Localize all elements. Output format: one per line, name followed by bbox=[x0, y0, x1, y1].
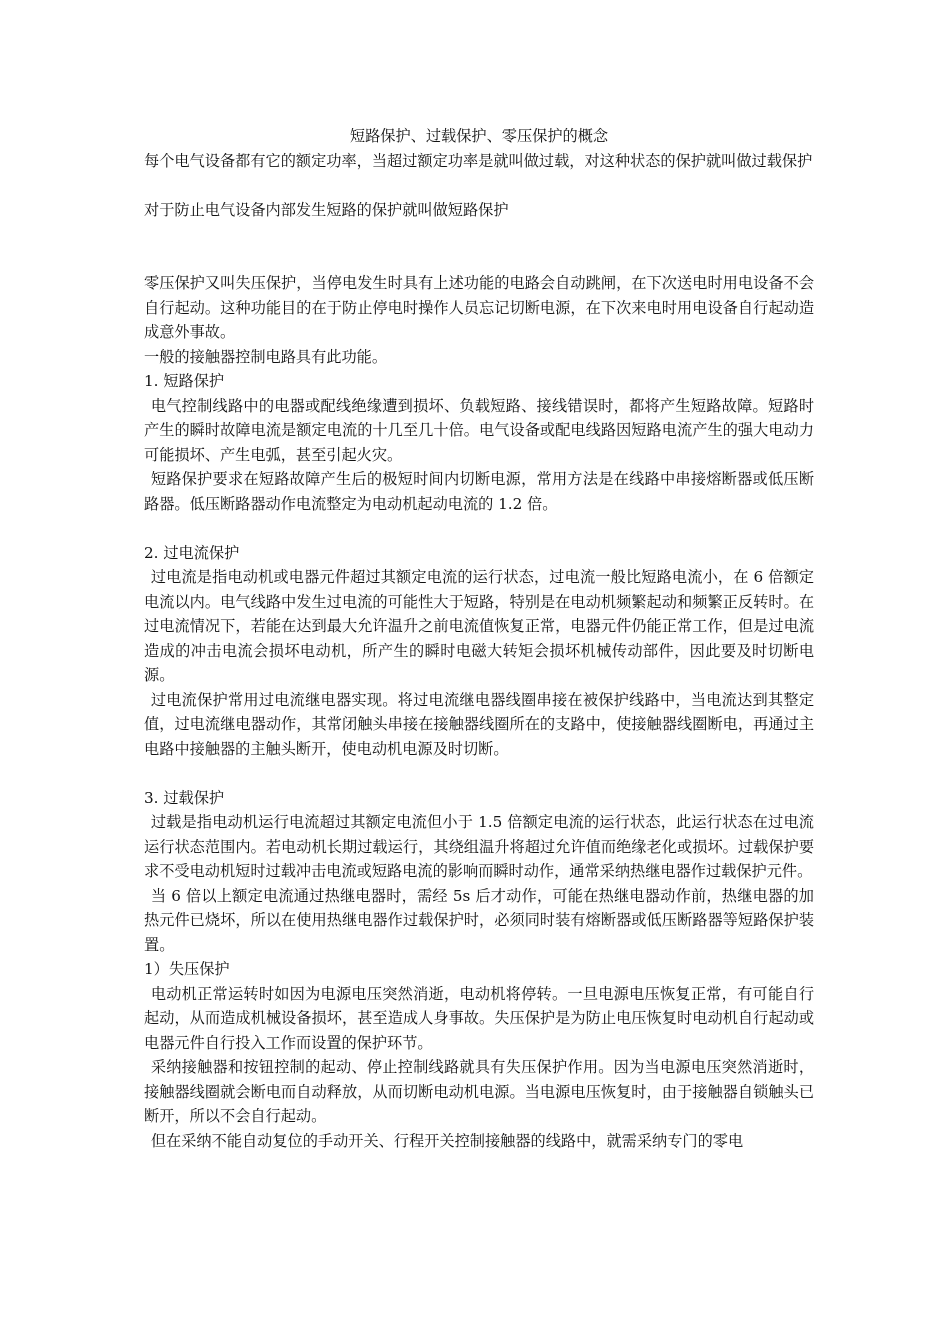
body-paragraph: 电气控制线路中的电器或配线绝缘遭到损坏、负载短路、接线错误时，都将产生短路故障。短路时产生的瞬时故障电流是额定电流的十几至几十倍。电气设备或配电线路因短路电流产生的强大电动力可能损坏、产生电弧，甚至引起火灾。 bbox=[144, 396, 814, 464]
blank-line bbox=[144, 173, 814, 198]
intro-short-circuit-paragraph: 对于防止电气设备内部发生短路的保护就叫做短路保护 bbox=[144, 200, 509, 219]
intro-zero-voltage-paragraph: 零压保护又叫失压保护，当停电发生时具有上述功能的电路会自动跳闸，在下次送电时用电设备不会自行起动。这种功能目的在于防止停电时操作人员忘记切断电源，在下次来电时用电设备自行起动造成意外事故。 bbox=[144, 274, 814, 341]
intro-overload-paragraph: 每个电气设备都有它的额定功率，当超过额定功率是就叫做过载，对这种状态的保护就叫做过载保护 bbox=[144, 151, 813, 170]
section-heading-overcurrent: 2. 过电流保护 bbox=[144, 543, 240, 562]
blank-line bbox=[144, 222, 814, 271]
body-paragraph: 短路保护要求在短路故障产生后的极短时间内切断电源，常用方法是在线路中串接熔断器或低压断路器。低压断路器动作电流整定为电动机起动电流的 1.2 倍。 bbox=[144, 470, 814, 513]
blank-line bbox=[144, 761, 814, 786]
document-title: 短路保护、过载保护、零压保护的概念 bbox=[349, 127, 609, 145]
body-paragraph: 过电流是指电动机或电器元件超过其额定电流的运行状态，过电流一般比短路电流小，在 6 倍额定电流以内。电气线路中发生过电流的可能性大于短路，特别是在电动机频繁起动和频繁正反转时。在过电流情况下，若能在达到最大允许温升之前电流值恢复正常，电器元件仍能正常工作，但是过电流造成的冲击电流会损坏电动机，所产生的瞬时电磁大转矩会损坏机械传动部件，因此要及时切断电源。 bbox=[144, 568, 814, 684]
body-paragraph: 当 6 倍以上额定电流通过热继电器时，需经 5s 后才动作，可能在热继电器动作前，热继电器的加热元件已烧坏，所以在使用热继电器作过载保护时，必须同时装有熔断器或低压断路器等短路保护装置。 bbox=[144, 886, 814, 954]
blank-line bbox=[144, 516, 814, 541]
document-page bbox=[144, 124, 814, 1153]
body-paragraph: 但在采纳不能自动复位的手动开关、行程开关控制接触器的线路中，就需采纳专门的零电 bbox=[150, 1131, 744, 1150]
section-heading-short-circuit: 1. 短路保护 bbox=[144, 372, 225, 390]
body-paragraph: 电动机正常运转时如因为电源电压突然消逝，电动机将停转。一旦电源电压恢复正常，有可能自行起动，从而造成机械设备损坏，甚至造成人身事故。失压保护是为防止电压恢复时电动机自行起动或电器元件自行投入工作而设置的保护环节。 bbox=[144, 984, 814, 1052]
intro-contactor-paragraph: 一般的接触器控制电路具有此功能。 bbox=[144, 347, 387, 366]
body-paragraph: 采纳接触器和按钮控制的起动、停止控制线路就具有失压保护作用。因为当电源电压突然消逝时，接触器线圈就会断电而自动释放，从而切断电动机电源。当电源电压恢复时，由于接触器自锁触头已断开，所以不会自行起动。 bbox=[144, 1058, 814, 1125]
section-heading-overload: 3. 过载保护 bbox=[144, 788, 225, 807]
body-paragraph: 过载是指电动机运行电流超过其额定电流但小于 1.5 倍额定电流的运行状态，此运行状态在过电流运行状态范围内。若电动机长期过载运行，其绕组温升将超过允许值而绝缘老化或损坏。过载保护要求不受电动机短时过载冲击电流或短路电流的影响而瞬时动作，通常采纳热继电器作过载保护元件。 bbox=[144, 813, 814, 880]
body-paragraph: 过电流保护常用过电流继电器实现。将过电流继电器线圈串接在被保护线路中，当电流达到其整定值，过电流继电器动作，其常闭触头串接在接触器线圈所在的支路中，使接触器线圈断电，再通过主电路中接触器的主触头断开，使电动机电源及时切断。 bbox=[144, 690, 814, 758]
section-heading-undervoltage: 1）失压保护 bbox=[144, 960, 230, 978]
